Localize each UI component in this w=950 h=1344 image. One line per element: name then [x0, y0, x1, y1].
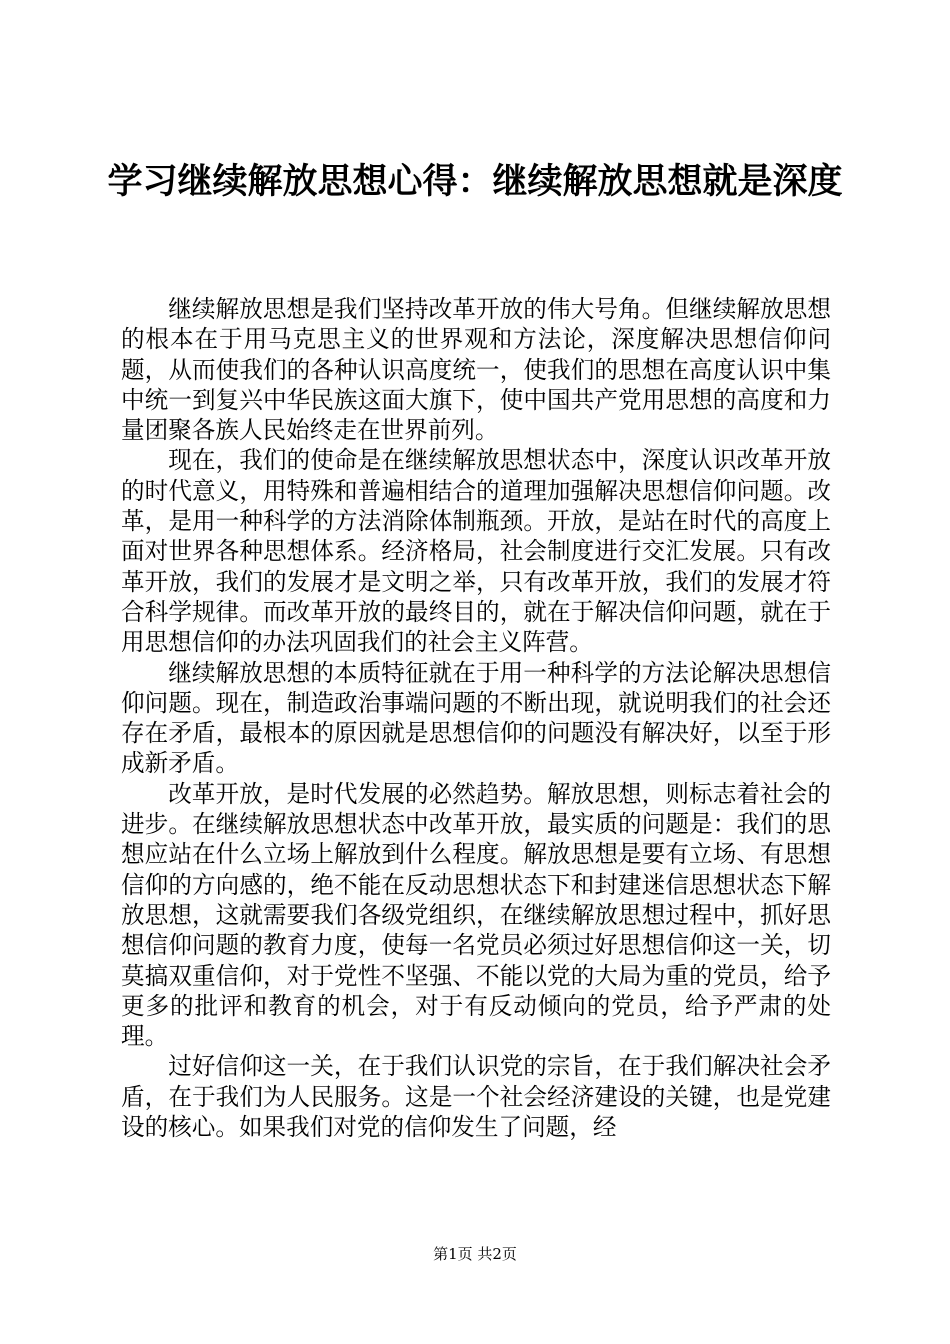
- paragraph-2: 现在，我们的使命是在继续解放思想状态中，深度认识改革开放的时代意义，用特殊和普遍相结合的道理加强解决思想信仰问题。改革，是用一种科学的方法消除体制瓶颈。开放，是站在时代的高度上面对世界各种思想体系。经济格局，社会制度进行交汇发展。只有改革开放，我们的发展才是文明之举，只有改革开放，我们的发展才符合科学规律。而改革开放的最终目的，就在于解决信仰问题，就在于用思想信仰的办法巩固我们的社会主义阵营。: [121, 446, 831, 657]
- page-number-footer: 第1页 共2页: [433, 1245, 517, 1263]
- paragraph-1: 继续解放思想是我们坚持改革开放的伟大号角。但继续解放思想的根本在于用马克思主义的世界观和方法论，深度解决思想信仰问题，从而使我们的各种认识高度统一，使我们的思想在高度认识中集中统一到复兴中华民族这面大旗下，使中国共产党用思想的高度和力量团聚各族人民始终走在世界前列。: [121, 295, 831, 445]
- paragraph-3: 继续解放思想的本质特征就在于用一种科学的方法论解决思想信仰问题。现在，制造政治事端问题的不断出现，就说明我们的社会还存在矛盾，最根本的原因就是思想信仰的问题没有解决好，以至于形成新矛盾。: [121, 658, 831, 778]
- document-body: [121, 294, 831, 1142]
- document-title: 学习继续解放思想心得：继续解放思想就是深度: [107, 161, 843, 202]
- paragraph-5: 过好信仰这一关，在于我们认识党的宗旨，在于我们解决社会矛盾，在于我们为人民服务。这是一个社会经济建设的关键，也是党建设的核心。如果我们对党的信仰发生了问题，经: [121, 1052, 831, 1142]
- paragraph-4: 改革开放，是时代发展的必然趋势。解放思想，则标志着社会的进步。在继续解放思想状态中改革开放，最实质的问题是：我们的思想应站在什么立场上解放到什么程度。解放思想是要有立场、有思想信仰的方向感的，绝不能在反动思想状态下和封建迷信思想状态下解放思想，这就需要我们各级党组织，在继续解放思想过程中，抓好思想信仰问题的教育力度，使每一名党员必须过好思想信仰这一关，切莫搞双重信仰，对于党性不坚强、不能以党的大局为重的党员，给予更多的批评和教育的机会，对于有反动倾向的党员，给予严肃的处理。: [121, 779, 831, 1051]
